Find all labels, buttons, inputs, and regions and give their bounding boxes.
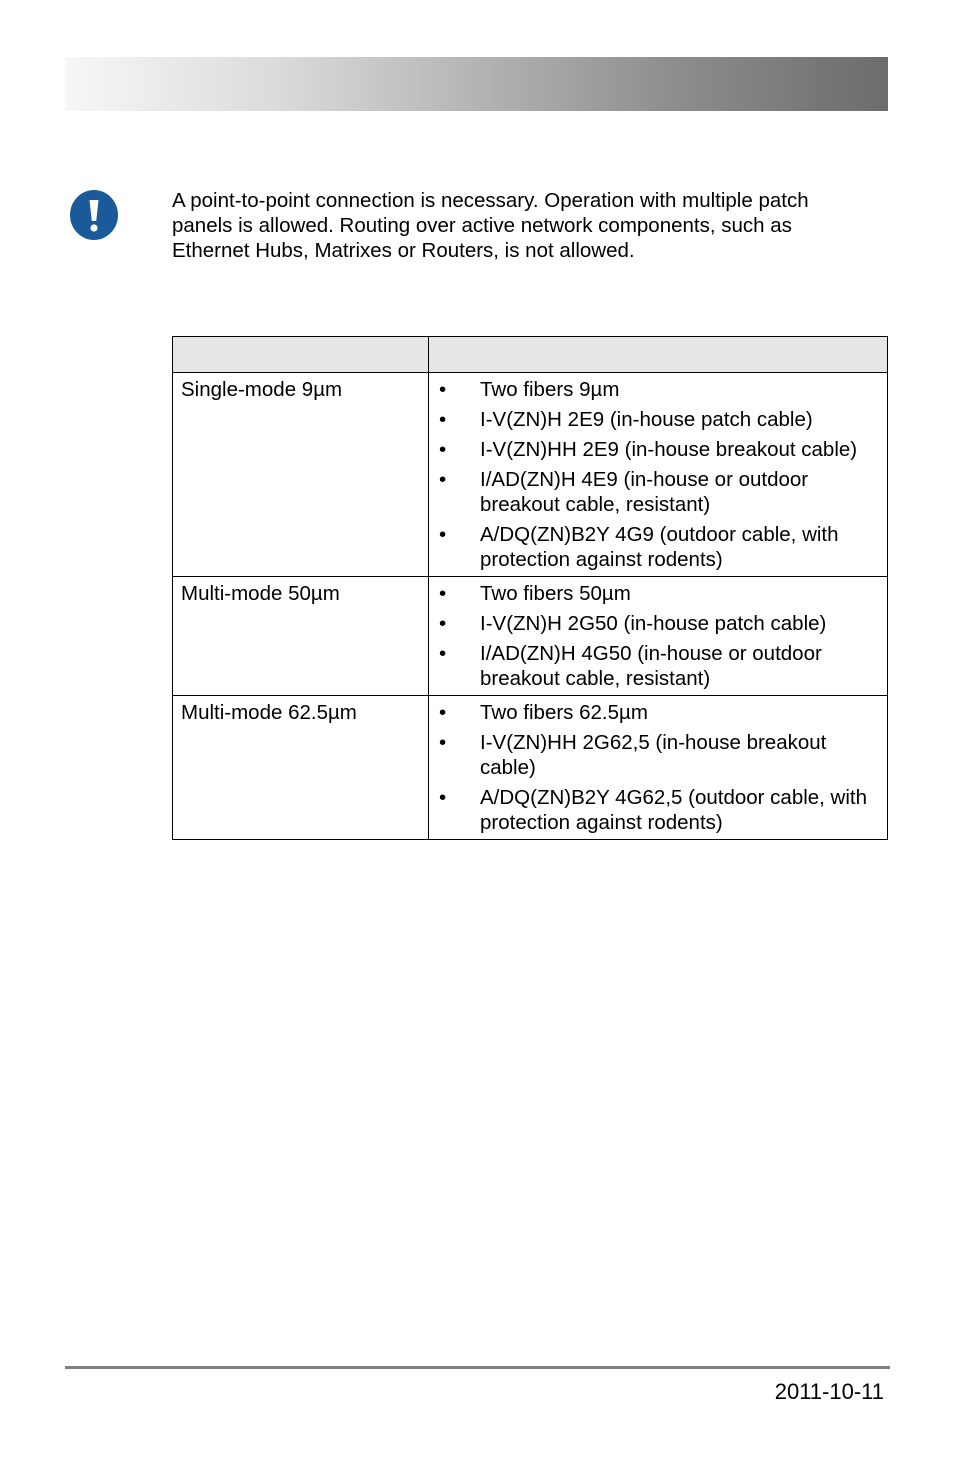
list-item xyxy=(437,581,881,606)
notice-text: A point-to-point connection is necessary. Operation with multiple patch panels is allowed. Routing over active network components, such as Ethernet Hubs, Matrixes or Routers, is not allowed. xyxy=(172,189,809,262)
cable-spec-cell xyxy=(429,577,888,696)
bullet-icon: • xyxy=(439,582,447,605)
header-bar xyxy=(65,57,888,111)
cable-spec-text: Two fibers 50µm xyxy=(480,582,631,605)
list-item xyxy=(437,611,881,636)
cable-spec-text: A/DQ(ZN)B2Y 4G62,5 (outdoor cable, with protection against rodents) xyxy=(480,786,868,834)
cable-spec-cell xyxy=(429,373,888,577)
cable-spec-text: I/AD(ZN)H 4G50 (in-house or outdoor breakout cable, resistant) xyxy=(480,642,822,690)
bullet-icon: • xyxy=(439,786,447,809)
table-header-specification xyxy=(429,337,888,373)
list-item xyxy=(437,785,881,835)
table-header-row xyxy=(173,337,888,373)
cable-spec-text: I-V(ZN)HH 2G62,5 (in-house breakout cable) xyxy=(480,731,827,779)
list-item xyxy=(437,700,881,725)
bullet-icon: • xyxy=(439,642,447,665)
cable-spec-text: Two fibers 9µm xyxy=(480,378,620,401)
cable-spec-text: Two fibers 62.5µm xyxy=(480,701,648,724)
list-item xyxy=(437,522,881,572)
footer-date: 2011-10-11 xyxy=(774,1379,884,1404)
cable-type-table xyxy=(172,336,888,840)
list-item xyxy=(437,641,881,691)
list-item xyxy=(437,730,881,780)
list-item xyxy=(437,407,881,432)
list-item xyxy=(437,437,881,462)
table-row xyxy=(173,696,888,840)
cable-spec-text: I/AD(ZN)H 4E9 (in-house or outdoor breakout cable, resistant) xyxy=(480,468,809,516)
cable-spec-cell xyxy=(429,696,888,840)
table-header-cable-type xyxy=(173,337,429,373)
footer-divider xyxy=(65,1366,890,1369)
cable-spec-text: I-V(ZN)H 2G50 (in-house patch cable) xyxy=(480,612,827,635)
bullet-icon: • xyxy=(439,612,447,635)
fiber-type-cell: Multi-mode 62.5µm xyxy=(173,696,429,840)
cable-spec-list xyxy=(437,377,881,572)
bullet-icon: • xyxy=(439,523,447,546)
bullet-icon: • xyxy=(439,438,447,461)
bullet-icon: • xyxy=(439,378,447,401)
exclamation-icon xyxy=(70,190,118,240)
cable-spec-text: I-V(ZN)HH 2E9 (in-house breakout cable) xyxy=(480,438,858,461)
bullet-icon: • xyxy=(439,408,447,431)
fiber-type-cell: Single-mode 9µm xyxy=(173,373,429,577)
bullet-icon: • xyxy=(439,731,447,754)
fiber-type-cell: Multi-mode 50µm xyxy=(173,577,429,696)
cable-spec-list xyxy=(437,581,881,691)
bullet-icon: • xyxy=(439,701,447,724)
table-row xyxy=(173,577,888,696)
cable-spec-text: I-V(ZN)H 2E9 (in-house patch cable) xyxy=(480,408,813,431)
cable-spec-text: A/DQ(ZN)B2Y 4G9 (outdoor cable, with protection against rodents) xyxy=(480,523,839,571)
cable-spec-list xyxy=(437,700,881,835)
bullet-icon: • xyxy=(439,468,447,491)
list-item xyxy=(437,467,881,517)
table-row xyxy=(173,373,888,577)
list-item xyxy=(437,377,881,402)
